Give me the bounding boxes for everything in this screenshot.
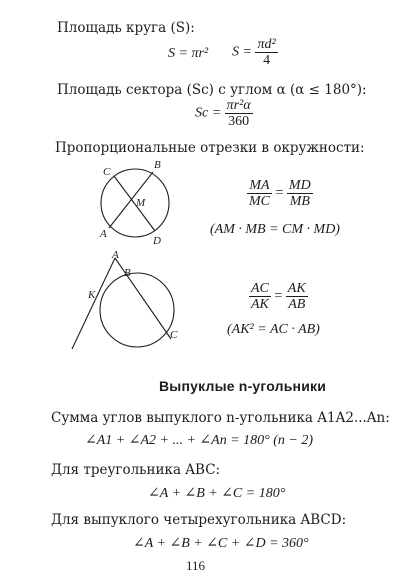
circle-area-heading: Площадь круга (S): xyxy=(57,20,195,36)
point-label-a: A xyxy=(112,249,119,261)
fraction-denominator: MB xyxy=(289,194,310,209)
point-label-c: C xyxy=(103,166,111,178)
equals-sign: = xyxy=(274,288,283,304)
sector-area-heading: Площадь сектора (Sс) с углом α (α ≤ 180°): xyxy=(57,82,367,98)
point-label-a: A xyxy=(100,228,107,240)
fraction-denominator: 360 xyxy=(228,114,250,129)
point-label-b: B xyxy=(124,267,131,279)
fraction-numerator: AC xyxy=(251,281,269,296)
fraction-numerator: MA xyxy=(247,178,272,194)
point-label-k: K xyxy=(88,289,96,301)
fraction-left xyxy=(247,178,272,209)
fraction xyxy=(225,98,253,129)
fraction-numerator: πd² xyxy=(257,37,276,52)
sector-area-formula xyxy=(195,98,253,129)
quadrilateral-heading: Для выпуклого четырехугольника ABCD: xyxy=(51,512,347,528)
fraction-numerator: AK xyxy=(287,281,306,296)
fraction xyxy=(255,37,277,68)
point-label-m: M xyxy=(136,197,146,209)
point-label-d: D xyxy=(153,235,161,247)
point-label-c: C xyxy=(170,329,178,341)
tangent-ratio xyxy=(249,281,308,312)
tangent-secant-figure xyxy=(65,248,190,358)
fraction-numerator: πr²α xyxy=(226,98,251,113)
fraction-denominator: AK xyxy=(251,297,269,312)
chord-ratio xyxy=(247,178,313,209)
page-number: 116 xyxy=(186,558,206,573)
equals-sign: = xyxy=(275,185,284,201)
point-label-b: B xyxy=(154,159,161,171)
fraction-right xyxy=(287,178,313,209)
angle-sum-formula: ∠A1 + ∠A2 + ... + ∠An = 180° (n − 2) xyxy=(85,433,314,448)
fraction-numerator: MD xyxy=(288,178,311,193)
fraction-denominator: 4 xyxy=(263,53,271,68)
formula-lhs: Sс = xyxy=(195,105,222,121)
fraction-denominator: AB xyxy=(288,297,306,312)
section-title: Выпуклые n-угольники xyxy=(159,378,327,394)
fraction-right xyxy=(286,281,308,312)
triangle-formula: ∠A + ∠B + ∠C = 180° xyxy=(148,486,286,501)
intersecting-chords-figure xyxy=(90,158,180,248)
proportional-heading: Пропорциональные отрезки в окружности: xyxy=(55,140,365,156)
angle-sum-heading: Сумма углов выпуклого n-угольника A1A2...An: xyxy=(51,410,390,426)
quadrilateral-formula: ∠A + ∠B + ∠C + ∠D = 360° xyxy=(133,536,309,551)
chord-product: (AM · MB = CM · MD) xyxy=(210,222,340,237)
triangle-heading: Для треугольника ABC: xyxy=(51,462,221,478)
tangent-product: (AK² = AC · AB) xyxy=(227,322,320,337)
formula-lhs: S = xyxy=(232,44,252,60)
fraction-left xyxy=(249,281,271,312)
circle-area-formula-diameter xyxy=(232,37,278,68)
fraction-denominator: MC xyxy=(249,194,270,209)
circle-area-formula-radius: S = πr² xyxy=(168,46,209,61)
